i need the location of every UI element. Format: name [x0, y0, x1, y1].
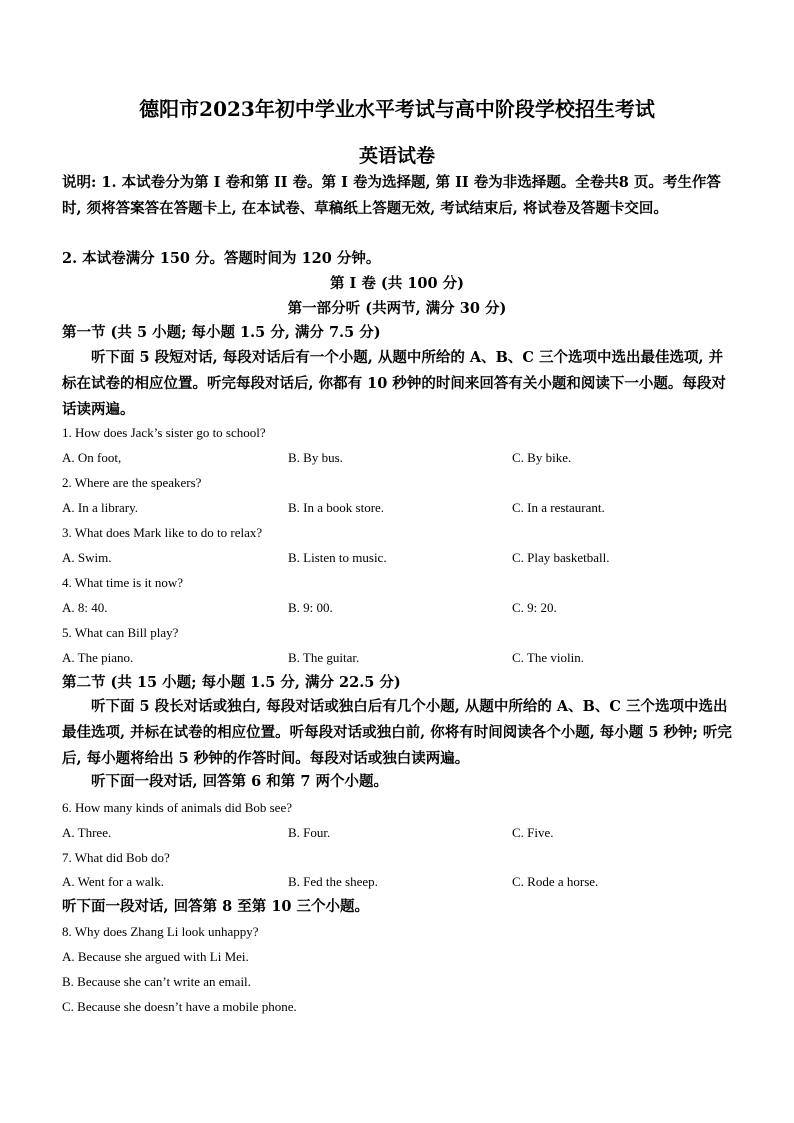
q7-option-a: A. Went for a walk. — [62, 874, 164, 889]
q8-option-b: B. Because she can’t write an email. — [62, 974, 251, 989]
question-3: 3. What does Mark like to do to relax? — [62, 525, 263, 540]
q7-option-c: C. Rode a horse. — [512, 874, 599, 889]
q8-option-a: A. Because she argued with Li Mei. — [62, 949, 249, 964]
section2-directions: 听下面 5 段长对话或独白, 每段对话或独白后有几个小题, 从题中所给的 A、B、C 三个选项中选出最佳选项, 并标在试卷的相应位置。听每段对话或独白前, 你将有时间阅读各个小题, 每小题 5 秒钟; 听完后, 每小题将给出 5 秒钟的作答时间。每段对话或独白读两遍。 — [62, 698, 732, 767]
volume-heading: 第 I 卷 (共 100 分) — [329, 275, 464, 292]
q6-option-a: A. Three. — [62, 825, 112, 840]
q1-option-b: B. By bus. — [288, 450, 343, 465]
q2-option-a: A. In a library. — [62, 500, 139, 515]
q4-option-c: C. 9: 20. — [512, 600, 557, 615]
q1-option-a: A. On foot, — [62, 450, 122, 465]
instructions-note-1: 说明: 1. 本试卷分为第 I 卷和第 II 卷。第 I 卷为选择题, 第 II 卷为非选择题。全卷共8 页。考生作答时, 须将答案答在答题卡上, 在本试卷、草稿纸上答题无效, 考试结束后, 将试卷及答题卡交回。 — [62, 174, 721, 217]
section1-directions: 听下面 5 段短对话, 每段对话后有一个小题, 从题中所给的 A、B、C 三个选项中选出最佳选项, 并标在试卷的相应位置。听完每段对话后, 你都有 10 秒钟的时间来回答有关小题和阅读下一小题。每段对话读两遍。 — [62, 349, 726, 418]
question-8: 8. Why does Zhang Li look unhappy? — [62, 924, 259, 939]
question-4: 4. What time is it now? — [62, 575, 184, 590]
q2-option-b: B. In a book store. — [288, 500, 385, 515]
q5-option-b: B. The guitar. — [288, 650, 360, 665]
q1-option-c: C. By bike. — [512, 450, 572, 465]
q3-option-c: C. Play basketball. — [512, 550, 610, 565]
question-5: 5. What can Bill play? — [62, 625, 179, 640]
q6-option-c: C. Five. — [512, 825, 554, 840]
exam-subtitle: 英语试卷 — [358, 145, 435, 167]
q5-option-a: A. The piano. — [62, 650, 134, 665]
exam-title: 德阳市2023年初中学业水平考试与高中阶段学校招生考试 — [139, 97, 655, 121]
q3-option-b: B. Listen to music. — [288, 550, 387, 565]
section2-sub-instruction-1: 听下面一段对话, 回答第 6 和第 7 两个小题。 — [91, 773, 388, 790]
q4-option-b: B. 9: 00. — [288, 600, 333, 615]
q5-option-c: C. The violin. — [512, 650, 584, 665]
section2-sub-instruction-2: 听下面一段对话, 回答第 8 至第 10 三个小题。 — [62, 898, 370, 915]
section1-heading: 第一节 (共 5 小题; 每小题 1.5 分, 满分 7.5 分) — [62, 324, 381, 341]
question-1: 1. How does Jack’s sister go to school? — [62, 425, 266, 440]
q2-option-c: C. In a restaurant. — [512, 500, 605, 515]
q6-option-b: B. Four. — [288, 825, 331, 840]
question-6: 6. How many kinds of animals did Bob see? — [62, 800, 292, 815]
question-2: 2. Where are the speakers? — [62, 475, 202, 490]
q3-option-a: A. Swim. — [62, 550, 112, 565]
part-heading: 第一部分听 (共两节, 满分 30 分) — [287, 300, 507, 317]
instructions-note-2: 2. 本试卷满分 150 分。答题时间为 120 分钟。 — [62, 250, 381, 267]
section2-heading: 第二节 (共 15 小题; 每小题 1.5 分, 满分 22.5 分) — [62, 674, 401, 691]
question-7: 7. What did Bob do? — [62, 850, 170, 865]
q4-option-a: A. 8: 40. — [62, 600, 108, 615]
q7-option-b: B. Fed the sheep. — [288, 874, 378, 889]
q8-option-c: C. Because she doesn’t have a mobile phone. — [62, 999, 297, 1014]
